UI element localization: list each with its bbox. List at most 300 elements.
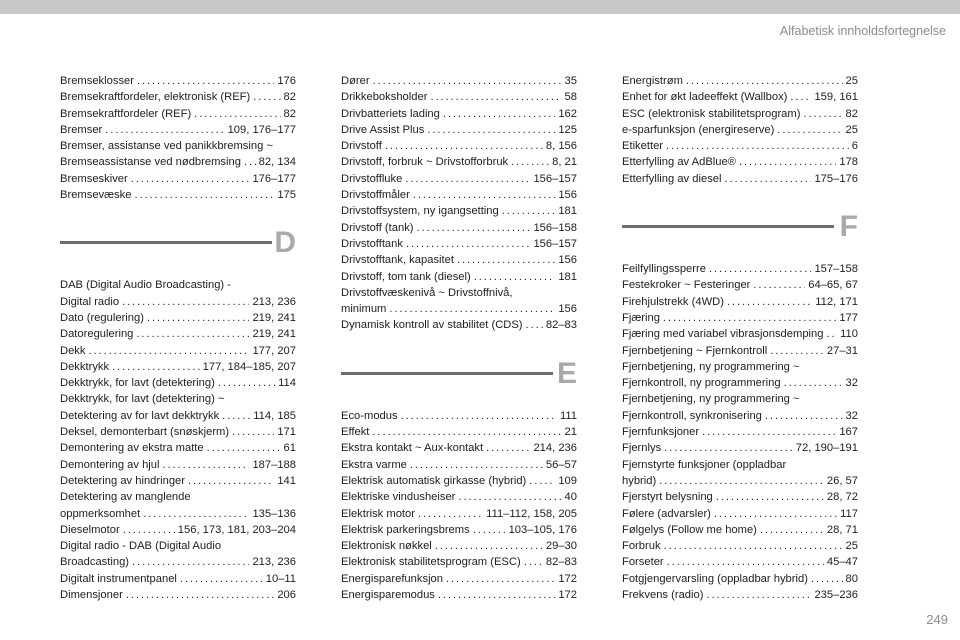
entry-pages[interactable]: 110 xyxy=(840,328,858,341)
entry-term: oppmerksomhet xyxy=(60,507,141,520)
entry-row xyxy=(622,154,858,170)
dot-leader xyxy=(770,343,824,359)
entry-pages[interactable]: 35 xyxy=(564,75,577,87)
entry-pages[interactable]: 58 xyxy=(564,91,577,104)
dot-leader xyxy=(716,489,824,505)
entry-row xyxy=(622,489,858,505)
dot-leader xyxy=(418,506,483,522)
entry-term: Bremseskiver xyxy=(60,172,128,185)
entry-term: Dekktrykk, for lavt (detektering) xyxy=(60,377,215,390)
index-entry xyxy=(341,538,577,554)
dot-leader xyxy=(446,571,555,587)
index-entry xyxy=(341,424,577,440)
entry-term: Fotgjengervarsling (oppladbar hybrid) xyxy=(622,572,808,585)
section-gap xyxy=(60,203,296,223)
entry-row xyxy=(622,138,858,154)
entry-pages[interactable]: 181 xyxy=(558,205,577,218)
entry-term: Ekstra varme xyxy=(341,458,407,471)
entry-row xyxy=(341,171,577,187)
entry-term: Bremseklosser xyxy=(60,75,134,87)
entry-row xyxy=(622,310,858,326)
dot-leader xyxy=(126,587,275,603)
entry-term: Digitalt instrumentpanel xyxy=(60,572,177,585)
entry-term: Fjernbetjening ~ Fjernkontroll xyxy=(622,344,768,357)
index-entry xyxy=(341,473,577,489)
entry-row xyxy=(341,252,577,268)
entry-term: Etiketter xyxy=(622,140,664,153)
entry-row xyxy=(341,269,577,285)
entry-row xyxy=(622,89,858,105)
dot-leader xyxy=(435,538,543,554)
entry-pages[interactable]: 111–112, 158, 205 xyxy=(486,507,577,520)
index-entry xyxy=(341,138,577,154)
entry-term: Dekk xyxy=(60,344,86,357)
dot-leader xyxy=(417,220,531,236)
entry-pages[interactable]: 181 xyxy=(558,270,577,283)
entry-term: Dører xyxy=(341,75,370,87)
dot-leader xyxy=(122,294,249,310)
dot-leader xyxy=(664,538,843,554)
entry-row xyxy=(60,106,296,122)
entry-pages[interactable]: 28, 71 xyxy=(826,523,858,536)
entry-term: Drivstoffluke xyxy=(341,172,403,185)
entry-row xyxy=(341,571,577,587)
entry-row xyxy=(622,294,858,310)
entry-term: Demontering av hjul xyxy=(60,458,160,471)
index-entry xyxy=(622,359,858,392)
entry-pages[interactable]: 172 xyxy=(558,589,577,602)
index-entry xyxy=(622,89,858,105)
entry-pages[interactable]: 8, 156 xyxy=(545,140,577,153)
index-entry xyxy=(622,122,858,138)
index-entry xyxy=(60,489,296,522)
entry-term: e-sparfunksjon (energireserve) xyxy=(622,123,775,136)
entry-term: Elektrisk parkeringsbrems xyxy=(341,523,470,536)
entry-term: Digital radio xyxy=(60,295,120,308)
entry-row xyxy=(622,106,858,122)
index-entry xyxy=(622,73,858,89)
index-entry xyxy=(622,106,858,122)
entry-pages[interactable]: 177 xyxy=(839,311,858,324)
entry-row xyxy=(60,457,296,473)
entry-row xyxy=(60,359,296,375)
entry-row xyxy=(60,122,296,138)
dot-leader xyxy=(443,106,555,122)
entry-pages[interactable]: 111 xyxy=(559,409,577,422)
entry-pages[interactable]: 117 xyxy=(840,507,858,520)
entry-term: Etterfylling av diesel xyxy=(622,172,722,185)
index-entry xyxy=(60,587,296,603)
index-entry xyxy=(622,154,858,170)
index-entry xyxy=(60,391,296,424)
entry-term: Etterfylling av AdBlue® xyxy=(622,156,736,169)
index-entry xyxy=(60,522,296,538)
entry-row xyxy=(341,506,577,522)
entry-row xyxy=(341,203,577,219)
index-entry xyxy=(341,236,577,252)
entry-row xyxy=(622,440,858,456)
index-entry xyxy=(341,122,577,138)
entry-row xyxy=(622,261,858,277)
entry-pages[interactable]: 45–47 xyxy=(826,556,858,569)
dot-leader xyxy=(502,203,556,219)
entry-pages[interactable]: 32 xyxy=(845,409,858,422)
dot-leader xyxy=(438,587,555,603)
entry-row xyxy=(622,171,858,187)
entry-row xyxy=(341,457,577,473)
entry-row xyxy=(341,440,577,456)
entry-pages[interactable]: 72, 190–191 xyxy=(795,442,858,455)
top-bar xyxy=(0,0,960,14)
dot-leader xyxy=(474,269,556,285)
index-entry xyxy=(60,122,296,138)
entry-term: Dieselmotor xyxy=(60,523,120,536)
entry-term: Fjernlys xyxy=(622,442,662,455)
entry-row xyxy=(622,408,858,424)
entry-term-line: Fjernstyrte funksjoner (oppladbar xyxy=(622,458,787,471)
index-entry xyxy=(622,554,858,570)
index-entry xyxy=(60,359,296,375)
entry-pages[interactable]: 172 xyxy=(558,572,577,585)
entry-pages[interactable]: 175–176 xyxy=(814,172,858,185)
dot-leader xyxy=(811,571,843,587)
entry-term: Drivstoff (tank) xyxy=(341,221,414,234)
index-entry xyxy=(622,571,858,587)
entry-row xyxy=(60,408,296,424)
entry-pages[interactable]: 114, 185 xyxy=(253,409,296,422)
entry-row xyxy=(60,89,296,105)
entry-pages[interactable]: 219, 241 xyxy=(252,328,296,341)
entry-pages[interactable]: 177, 207 xyxy=(252,344,296,357)
entry-pages[interactable]: 219, 241 xyxy=(252,311,296,324)
entry-row xyxy=(341,73,577,89)
section-letter: F xyxy=(839,210,858,244)
index-entry xyxy=(60,106,296,122)
dot-leader xyxy=(385,138,543,154)
entry-row xyxy=(341,106,577,122)
entry-term: Drivstoffmåler xyxy=(341,189,410,202)
index-entry xyxy=(341,203,577,219)
dot-leader xyxy=(457,252,555,268)
index-entry xyxy=(622,424,858,440)
entry-pages[interactable]: 8, 21 xyxy=(552,156,577,169)
dot-leader xyxy=(244,154,256,170)
index-entry xyxy=(60,73,296,89)
entry-term: Enhet for økt ladeeffekt (Wallbox) xyxy=(622,91,788,104)
index-column-3 xyxy=(622,73,858,603)
entry-row xyxy=(622,73,858,89)
index-entry xyxy=(60,343,296,359)
entry-pages[interactable]: 156–158 xyxy=(533,221,577,234)
entry-pages[interactable]: 213, 236 xyxy=(252,295,296,308)
entry-term: Fjernkontroll, synkronisering xyxy=(622,409,762,422)
section-rule xyxy=(622,225,834,228)
index-entry xyxy=(341,252,577,268)
entry-row xyxy=(622,571,858,587)
dot-leader xyxy=(136,326,249,342)
index-entry xyxy=(341,571,577,587)
dot-leader xyxy=(194,106,280,122)
entry-pages[interactable]: 80 xyxy=(845,572,858,585)
index-entry xyxy=(341,106,577,122)
dot-leader xyxy=(218,375,275,391)
entry-pages[interactable]: 26, 57 xyxy=(826,474,858,487)
index-entry xyxy=(622,277,858,293)
entry-pages[interactable]: 114 xyxy=(278,377,296,390)
index-entry xyxy=(60,457,296,473)
dot-leader xyxy=(664,440,793,456)
entry-row xyxy=(622,538,858,554)
dot-leader xyxy=(666,138,849,154)
entry-pages[interactable]: 109, 176–177 xyxy=(227,123,296,136)
index-entry xyxy=(341,89,577,105)
dot-leader xyxy=(725,171,812,187)
index-entry xyxy=(60,424,296,440)
section-header xyxy=(60,223,296,275)
index-entry xyxy=(60,187,296,203)
entry-pages[interactable]: 64–65, 67 xyxy=(808,279,858,292)
entry-pages[interactable]: 141 xyxy=(277,474,296,487)
entry-pages[interactable]: 82–83 xyxy=(545,319,577,332)
entry-term: Drivstoffsystem, ny igangsetting xyxy=(341,205,499,218)
entry-pages[interactable]: 82, 134 xyxy=(258,156,296,169)
entry-pages[interactable]: 156 xyxy=(558,303,577,316)
dot-leader xyxy=(765,408,843,424)
entry-term: Elektriske vindusheiser xyxy=(341,491,456,504)
entry-row xyxy=(60,522,296,538)
entry-term: Datoregulering xyxy=(60,328,134,341)
section-header xyxy=(341,354,577,406)
dot-leader xyxy=(524,554,543,570)
entry-pages[interactable]: 235–236 xyxy=(814,589,858,602)
dot-leader xyxy=(147,310,249,326)
entry-pages[interactable]: 82 xyxy=(845,107,858,120)
dot-leader xyxy=(430,89,561,105)
index-entry xyxy=(622,538,858,554)
dot-leader xyxy=(105,122,224,138)
entry-pages[interactable]: 27–31 xyxy=(826,344,858,357)
dot-leader xyxy=(405,171,530,187)
index-entry xyxy=(341,154,577,170)
entry-row xyxy=(341,187,577,203)
dot-leader xyxy=(709,261,812,277)
entry-pages[interactable]: 103–105, 176 xyxy=(508,523,577,536)
entry-pages[interactable]: 109 xyxy=(558,474,577,487)
entry-pages[interactable]: 6 xyxy=(851,140,858,153)
entry-pages[interactable]: 61 xyxy=(283,442,296,455)
entry-row xyxy=(341,89,577,105)
entry-pages[interactable]: 21 xyxy=(564,426,577,439)
entry-row xyxy=(622,122,858,138)
index-entry xyxy=(341,587,577,603)
entry-row xyxy=(60,326,296,342)
entry-term: Energisparefunksjon xyxy=(341,572,443,585)
index-entry xyxy=(622,310,858,326)
section-rule xyxy=(60,241,272,244)
entry-pages[interactable]: 156–157 xyxy=(533,172,577,185)
entry-pages[interactable]: 82–83 xyxy=(545,556,577,569)
entry-pages[interactable]: 167 xyxy=(839,426,858,439)
dot-leader xyxy=(143,506,249,522)
entry-pages[interactable]: 10–11 xyxy=(265,572,296,585)
entry-row xyxy=(60,375,296,391)
entry-pages[interactable]: 125 xyxy=(558,123,577,136)
entry-term: Firehjulstrekk (4WD) xyxy=(622,295,724,308)
index-entry xyxy=(622,343,858,359)
entry-row xyxy=(60,440,296,456)
entry-pages[interactable]: 177, 184–185, 207 xyxy=(202,360,296,373)
entry-pages[interactable]: 25 xyxy=(845,75,858,87)
entry-term: Fjæring med variabel vibrasjonsdemping xyxy=(622,328,824,341)
entry-row xyxy=(622,587,858,603)
dot-leader xyxy=(753,277,805,293)
index-entry xyxy=(341,506,577,522)
entry-pages[interactable]: 159, 161 xyxy=(814,91,858,104)
index-entry xyxy=(341,554,577,570)
entry-row xyxy=(622,522,858,538)
entry-term-line: Bremser, assistanse ved panikkbremsing ~ xyxy=(60,140,273,153)
entry-row xyxy=(341,522,577,538)
entry-pages[interactable]: 176 xyxy=(277,75,296,87)
entry-row xyxy=(60,294,296,310)
dot-leader xyxy=(207,440,281,456)
entry-term-line: Fjernbetjening, ny programmering ~ xyxy=(622,393,800,406)
dot-leader xyxy=(401,408,557,424)
entry-row xyxy=(60,187,296,203)
entry-row xyxy=(60,424,296,440)
entry-term: Energisparemodus xyxy=(341,589,435,602)
entry-term-line: Detektering av manglende xyxy=(60,491,191,504)
entry-row xyxy=(341,301,577,317)
entry-term: Feilfyllingssperre xyxy=(622,263,706,276)
entry-row xyxy=(622,506,858,522)
entry-row xyxy=(341,408,577,424)
entry-pages[interactable]: 25 xyxy=(845,123,858,136)
dot-leader xyxy=(131,171,250,187)
entry-pages[interactable]: 156 xyxy=(558,254,577,267)
dot-leader xyxy=(222,408,250,424)
section-gap xyxy=(622,187,858,207)
entry-row xyxy=(622,375,858,391)
entry-pages[interactable]: 82 xyxy=(283,91,296,104)
dot-leader xyxy=(389,301,555,317)
entry-term: Bremsekraftfordeler (REF) xyxy=(60,107,192,120)
page-header-title: Alfabetisk innholdsfortegnelse xyxy=(779,24,946,38)
entry-pages[interactable]: 178 xyxy=(839,156,858,169)
entry-pages[interactable]: 187–188 xyxy=(252,458,296,471)
entry-pages[interactable]: 176–177 xyxy=(252,172,296,185)
index-entry xyxy=(622,587,858,603)
entry-row xyxy=(341,489,577,505)
entry-pages[interactable]: 157–158 xyxy=(814,263,858,276)
entry-term: Drivstofftank xyxy=(341,237,403,250)
entry-term: Bremseassistanse ved nødbremsing xyxy=(60,156,241,169)
entry-term-line: Digital radio - DAB (Digital Audio xyxy=(60,540,222,553)
entry-pages[interactable]: 206 xyxy=(277,589,296,602)
index-entry xyxy=(622,294,858,310)
entry-term: Effekt xyxy=(341,426,370,439)
entry-pages[interactable]: 213, 236 xyxy=(252,556,296,569)
entry-term-line: Dekktrykk, for lavt (detektering) ~ xyxy=(60,393,225,406)
entry-pages[interactable]: 156, 173, 181, 203–204 xyxy=(177,523,296,536)
dot-leader xyxy=(410,457,543,473)
entry-pages[interactable]: 29–30 xyxy=(545,540,577,553)
entry-row xyxy=(622,473,858,489)
entry-row xyxy=(60,587,296,603)
section-header xyxy=(622,207,858,259)
entry-pages[interactable]: 214, 236 xyxy=(533,442,577,455)
index-entry xyxy=(622,326,858,342)
dot-leader xyxy=(180,571,263,587)
index-entry xyxy=(60,440,296,456)
index-entry xyxy=(341,457,577,473)
index-entry xyxy=(341,440,577,456)
entry-row xyxy=(622,343,858,359)
entry-pages[interactable]: 175 xyxy=(277,189,296,202)
entry-pages[interactable]: 25 xyxy=(845,540,858,553)
index-entry xyxy=(622,391,858,424)
entry-pages[interactable]: 156 xyxy=(558,189,577,202)
dot-leader xyxy=(526,317,543,333)
dot-leader xyxy=(760,522,824,538)
entry-pages[interactable]: 156–157 xyxy=(533,237,577,250)
entry-row xyxy=(60,171,296,187)
index-entry xyxy=(341,187,577,203)
index-entry xyxy=(622,440,858,456)
entry-pages[interactable]: 56–57 xyxy=(545,458,577,471)
entry-term: Drivstoff, forbruk ~ Drivstofforbruk xyxy=(341,156,509,169)
index-entry xyxy=(60,171,296,187)
entry-pages[interactable]: 112, 171 xyxy=(815,295,858,308)
entry-term: Demontering av ekstra matte xyxy=(60,442,204,455)
entry-pages[interactable]: 171 xyxy=(277,426,296,439)
entry-row xyxy=(622,424,858,440)
index-entry xyxy=(60,310,296,326)
entry-row xyxy=(341,554,577,570)
index-entry xyxy=(341,220,577,236)
entry-pages[interactable]: 28, 72 xyxy=(826,491,858,504)
dot-leader xyxy=(727,294,812,310)
index-entry xyxy=(341,269,577,285)
entry-row xyxy=(341,122,577,138)
dot-leader xyxy=(784,375,843,391)
index-entry xyxy=(60,277,296,310)
entry-row xyxy=(341,473,577,489)
entry-term: Bremser xyxy=(60,123,103,136)
entry-term: Ekstra kontakt ~ Aux-kontakt xyxy=(341,442,484,455)
entry-pages[interactable]: 162 xyxy=(558,107,577,120)
entry-term: Fjerstyrt belysning xyxy=(622,491,713,504)
dot-leader xyxy=(89,343,250,359)
entry-pages[interactable]: 82 xyxy=(283,107,296,120)
entry-pages[interactable]: 40 xyxy=(564,491,577,504)
entry-pages[interactable]: 32 xyxy=(845,377,858,390)
entry-pages[interactable]: 135–136 xyxy=(252,507,296,520)
dot-leader xyxy=(123,522,175,538)
entry-row xyxy=(341,587,577,603)
entry-row xyxy=(341,317,577,333)
index-entry xyxy=(622,457,858,490)
entry-term: Bremsekraftfordeler, elektronisk (REF) xyxy=(60,91,251,104)
dot-leader xyxy=(777,122,842,138)
entry-term: ESC (elektronisk stabilitetsprogram) xyxy=(622,107,801,120)
index-column-1 xyxy=(60,73,296,603)
entry-row xyxy=(341,138,577,154)
index-entry xyxy=(341,522,577,538)
dot-leader xyxy=(458,489,561,505)
dot-leader xyxy=(826,326,837,342)
index-entry xyxy=(622,522,858,538)
